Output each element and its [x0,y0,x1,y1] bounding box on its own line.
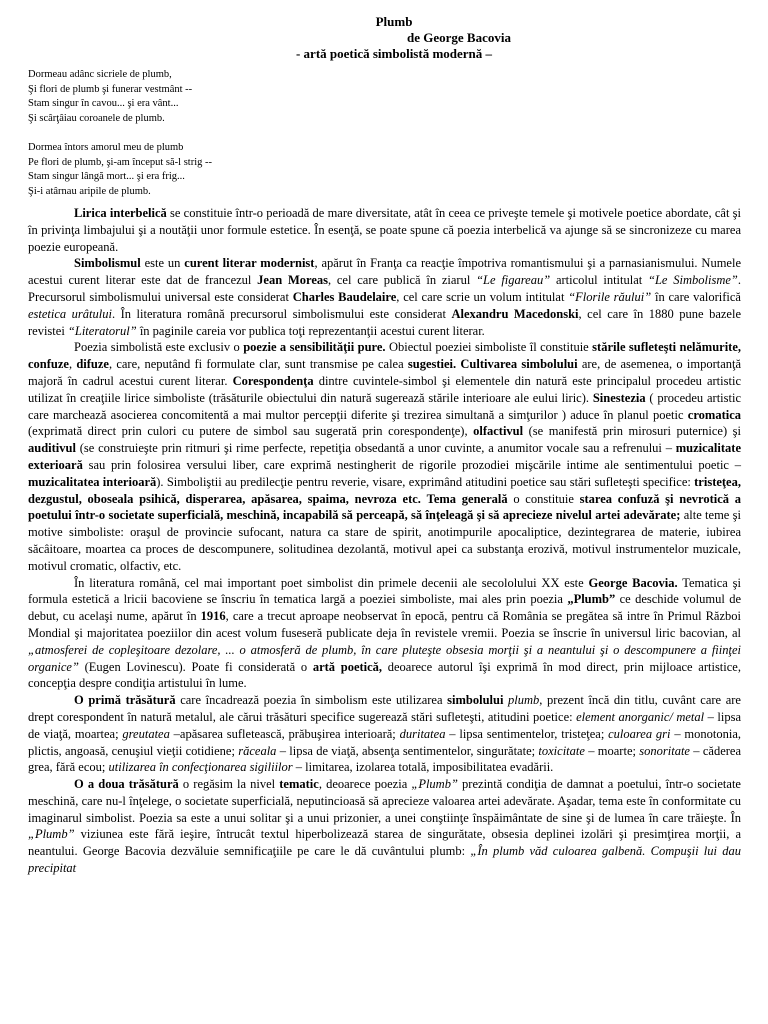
bold-text-run: poezie a sensibilităţii pure. [243,340,386,355]
bold-text-run: simbolului [447,693,504,708]
bold-text-run: tristeţea, dezgustul, oboseala psihică, disperarea, apăsarea, spaima, nevroza etc. [28,474,741,506]
text-run: . În literatura română precursorul simbolismului este considerat [111,306,452,321]
paragraph-prima-trasatura [28,692,741,776]
italic-text-run: plumb [508,693,540,708]
paragraph-a-doua-trasatura [28,776,741,877]
bold-text-run: curent literar modernist [184,256,315,271]
text-run: , cel care scrie un volum intitulat [396,289,569,304]
text-run: , cel care în 1880 pune bazele revistei [28,306,742,338]
text-run: (Eugen Lovinescu). Poate fi considerată o [78,659,313,674]
italic-text-run: “Florile răului” [568,289,652,304]
text-run: – monotonia, plictis, angoasă, cenuşiul vieţii cotidiene; [28,726,741,758]
poem-line: Dormeau adânc sicriele de plumb, [28,69,172,80]
poem-line: Pe flori de plumb, şi-am început să-l strig -- [28,156,213,168]
text-run: Obiectul poeziei simboliste îl constituie [385,340,593,355]
text-run: În literatura română, cel mai important poet simbolist din primele decenii ale secololului XX este [74,575,589,590]
poem-line: Dormea întors amorul meu de plumb [28,141,184,153]
text-run: ce deschide volumul de debut, cu acelaşi nume, apărut în [28,592,742,624]
italic-text-run: “Literatorul” [67,323,137,338]
bold-text-run: sugestiei. [407,357,457,372]
bold-text-run: Lirica interbelică [74,206,167,220]
italic-text-run: element anorganic/ metal [576,709,705,724]
text-run: sau prin folosirea versului liber, care exprimă nestingherit de rigorile prozodiei mişcările intime ale sentimentului poetic – [82,457,741,472]
italic-text-run: duritatea [399,726,446,741]
bold-text-run: difuze [76,357,109,372]
text-run: ( procedeu artistic care marchează asocierea concomitentă a mai multor percepţii diferite şi trezirea simultană a simţurilor ) aduce în planul poetic [28,390,742,422]
text-run: dintre cuvintele-simbol şi elementele din natură este principalul procedeu artistic utilizat în creaţiile lirice simboliste (trăsăturile obiectului din natură sugerează stările interioare ale eului liric). [28,373,741,405]
document-author: de George Bacovia [407,30,511,45]
document-title: Plumb [375,14,413,29]
text-run: care încadrează poezia în simbolism este utilizarea [175,693,448,708]
bold-text-run: cromatica [687,407,741,422]
bold-text-run: auditivul [28,441,76,456]
italic-text-run: „În plumb văd culoarea galbenă. Compuşii lui dau precipitat [28,844,741,876]
italic-text-run: răceala [238,743,277,758]
text-run: deoarece autorul îşi exprimă în mod direct, prin mijloace artistice, concepţia despre condiţia artistului în lume. [28,659,741,691]
italic-text-run: „Plumb” [411,777,458,792]
text-run: , cel care publică în ziarul [327,273,477,288]
paragraph-simbolismul [28,255,741,339]
bold-text-run: Sinestezia [592,390,646,405]
text-run: în paginile careia vor publica toţi reprezentanţii acestui curent literar. [136,323,485,338]
text-run: (se construieşte prin ritmuri şi rime perfecte, repetiţia obsedantă a unor cuvinte, a anumitor vocale sau a refrenului – [75,441,676,456]
text-run: alte teme şi motive simboliste: oraşul de provincie sufocant, natura ca stare de spirit, anotimpurile apocaliptice, dezintegrarea de materie, iubirea săcâitoare, moartea ca proces de descompunere, solitudinea dezolantă, motivul apei ca substanţa erozivă, motivul instrumentelor muzicale, motivul cromatic, olfactiv, etc. [28,508,741,573]
bold-text-run: muzicalitate exterioară [28,441,741,472]
text-run: , care, neputând fi formulate clar, sunt transmise pe calea [108,357,408,372]
italic-text-run: toxicitate [538,743,585,758]
bold-text-run: Cultivarea simbolului [460,357,578,372]
bold-text-run: George Bacovia. [588,575,678,590]
bold-text-run: Corespondenţa [232,373,314,388]
bold-text-run: stările sufleteşti nelămurite, confuze [28,340,741,372]
bold-text-run: Simbolismul [74,256,141,271]
italic-text-run: estetica urâtului [28,306,112,321]
italic-text-run: sonoritate [639,743,690,758]
bold-text-run: starea confuză şi nevrotică a poetului într-o societate superficială, meschină, incapabilă să perceapă, să înţeleagă şi să aprecieze nivelul artei adevărate; [28,491,741,523]
bold-text-run: Jean Moreas [257,273,328,288]
text-run: ). Simboliştii au predilecţie pentru reverie, visare, exprimând atitudini poetice sau stări sufleteşti specifice: [156,474,695,489]
italic-text-run: “Le Simbolisme” [648,273,738,288]
paragraph-george-bacovia [28,575,741,693]
bold-text-run: olfactivul [473,424,524,439]
text-run: este un [140,256,185,271]
text-run: – limitarea, izolarea totală, imposibilitatea evadării. [292,760,554,775]
bold-text-run: artă poetică, [312,659,383,674]
paragraph-lirica-interbelica [28,205,741,255]
poem-stanza-1 [28,68,428,126]
paragraph-poezia-simbolista [28,339,741,574]
italic-text-run: culoarea gri [608,726,671,741]
poem-line: Şi-i atârnau aripile de plumb. [28,185,151,197]
text-run: , care a trecut aproape neobservat în epocă, pentru că România se pregătea să intre în Primul Război Mondial şi majoritatea poeziilor din acest volum fuseseră publicate deja în revistele vremii. Poezia se înscrie în universul liric bacovian, al [28,609,741,640]
italic-text-run: „Plumb” [28,827,75,842]
text-run: o constituie [507,491,580,506]
text-run: viziunea este fără ieşire, întrucât textul hiperbolizează starea de singurătate, obsesia deplinei izolări şi presimţirea morţii, a neantului. George Bacovia dezvăluie semnificaţiile pe care le dă cuvântului plumb: [28,827,741,859]
bold-text-run: Charles Baudelaire [292,289,397,304]
text-run: . Precursorul simbolismului universal este considerat [28,273,741,304]
text-run: (se manifestă prin mirosuri puternice) şi [523,424,741,439]
text-run: (exprimată direct prin culori cu putere de simbol sau sugerată prin corespondenţe), [28,424,474,439]
text-run: are, de asemenea, o importanţă majoră în cadrul acestui curent literar. [28,357,742,388]
bold-text-run: 1916 [200,609,226,624]
text-run: articolul intitulat [550,273,649,288]
document-header [0,14,768,62]
bold-text-run: „Plumb” [567,592,616,607]
text-run: – moarte; [584,743,640,758]
poem-line: Şi flori de plumb şi funerar vestmânt -- [28,83,193,95]
text-run: – lipsa sentimentelor, tristeţea; [445,726,609,741]
bold-text-run: muzicalitatea interioară [28,474,157,489]
italic-text-run: “Le figareau” [476,273,551,288]
text-run: , deoarece poezia [318,777,412,792]
text-run: , prezent încă din titlu, cuvânt care are drept corespondent în natură metalul, ale cărui trăsături specifice sugerează stări sufleteşti, atitudini poetice: [28,693,741,724]
text-run: , apărut în Franţa ca reacţie împotriva romantismului şi a parnasianismului. Numele acestui curent literar este dat de francezul [28,256,742,288]
document-subtitle: - artă poetică simbolistă modernă – [295,46,493,61]
italic-text-run: utilizarea în confecţionarea sigiliilor [108,760,293,775]
document-body [28,205,741,877]
text-run: Poezia simbolistă este exclusiv o [74,340,244,355]
text-run: – căderea grea, fără ecou; [28,743,742,775]
poem-stanza-2 [28,141,428,199]
poem-line: Stam singur lângă mort... şi era frig... [28,171,185,183]
bold-text-run: O primă trăsătură [74,693,176,708]
text-run: se constituie într-o perioadă de mare diversitate, atât în ceea ce priveşte temele şi motivele poetice abordate, cât şi în privinţa limbajului şi a noutăţii unor formule estetice. În esenţă, se poate spune că poezia interbelică va ajunge să se sincronizeze cu marea poezie europeană. [28,206,741,254]
text-run: Tematica şi formula estetică a lricii bacoviene se înscriu în tematica largă a poeziei simboliste, mai ales prin poezia [28,575,741,607]
bold-text-run: tematic [279,777,319,792]
italic-text-run: „atmosferei de copleşitoare dezolare, ... o atmosferă de plumb, în care pluteşte obsesia morţii şi a neantului şi o descompunere a fiinţei organice” [28,642,741,674]
text-run: prezintă condiţia de damnat a poetului, într-o societate meschină, care nu-l înţelege, o societate superficială, neputincioasă să aprecieze valoarea artei adevărate. Aşadar, tema este în conformitate cu imaginarul simbolist. Poezia sa este a unui solitar şi a unui prizonier, a unei conştiinţe înspăimântate de sine şi de lumea în care trăieşte. În [28,777,741,825]
text-run: –apăsarea sufletească, prăbuşirea interioară; [169,726,400,741]
bold-text-run: Tema generală [426,491,508,506]
poem-line: Şi scârţâiau coroanele de plumb. [28,112,165,124]
bold-text-run: Alexandru Macedonski [451,306,579,321]
text-run: o regăsim la nivel [178,777,280,792]
text-run: în care valorifică [651,289,741,304]
bold-text-run: O a doua trăsătură [74,777,179,792]
text-run: – lipsa de viaţă, absenţa sentimentelor, singurătate; [276,743,539,758]
italic-text-run: greutatea [122,726,170,741]
poem-line: Stam singur în cavou... şi era vânt... [28,98,179,110]
poem-quote [28,68,428,214]
text-run: , [68,357,77,372]
text-run: – lipsa de viaţă, moartea; [28,709,741,741]
